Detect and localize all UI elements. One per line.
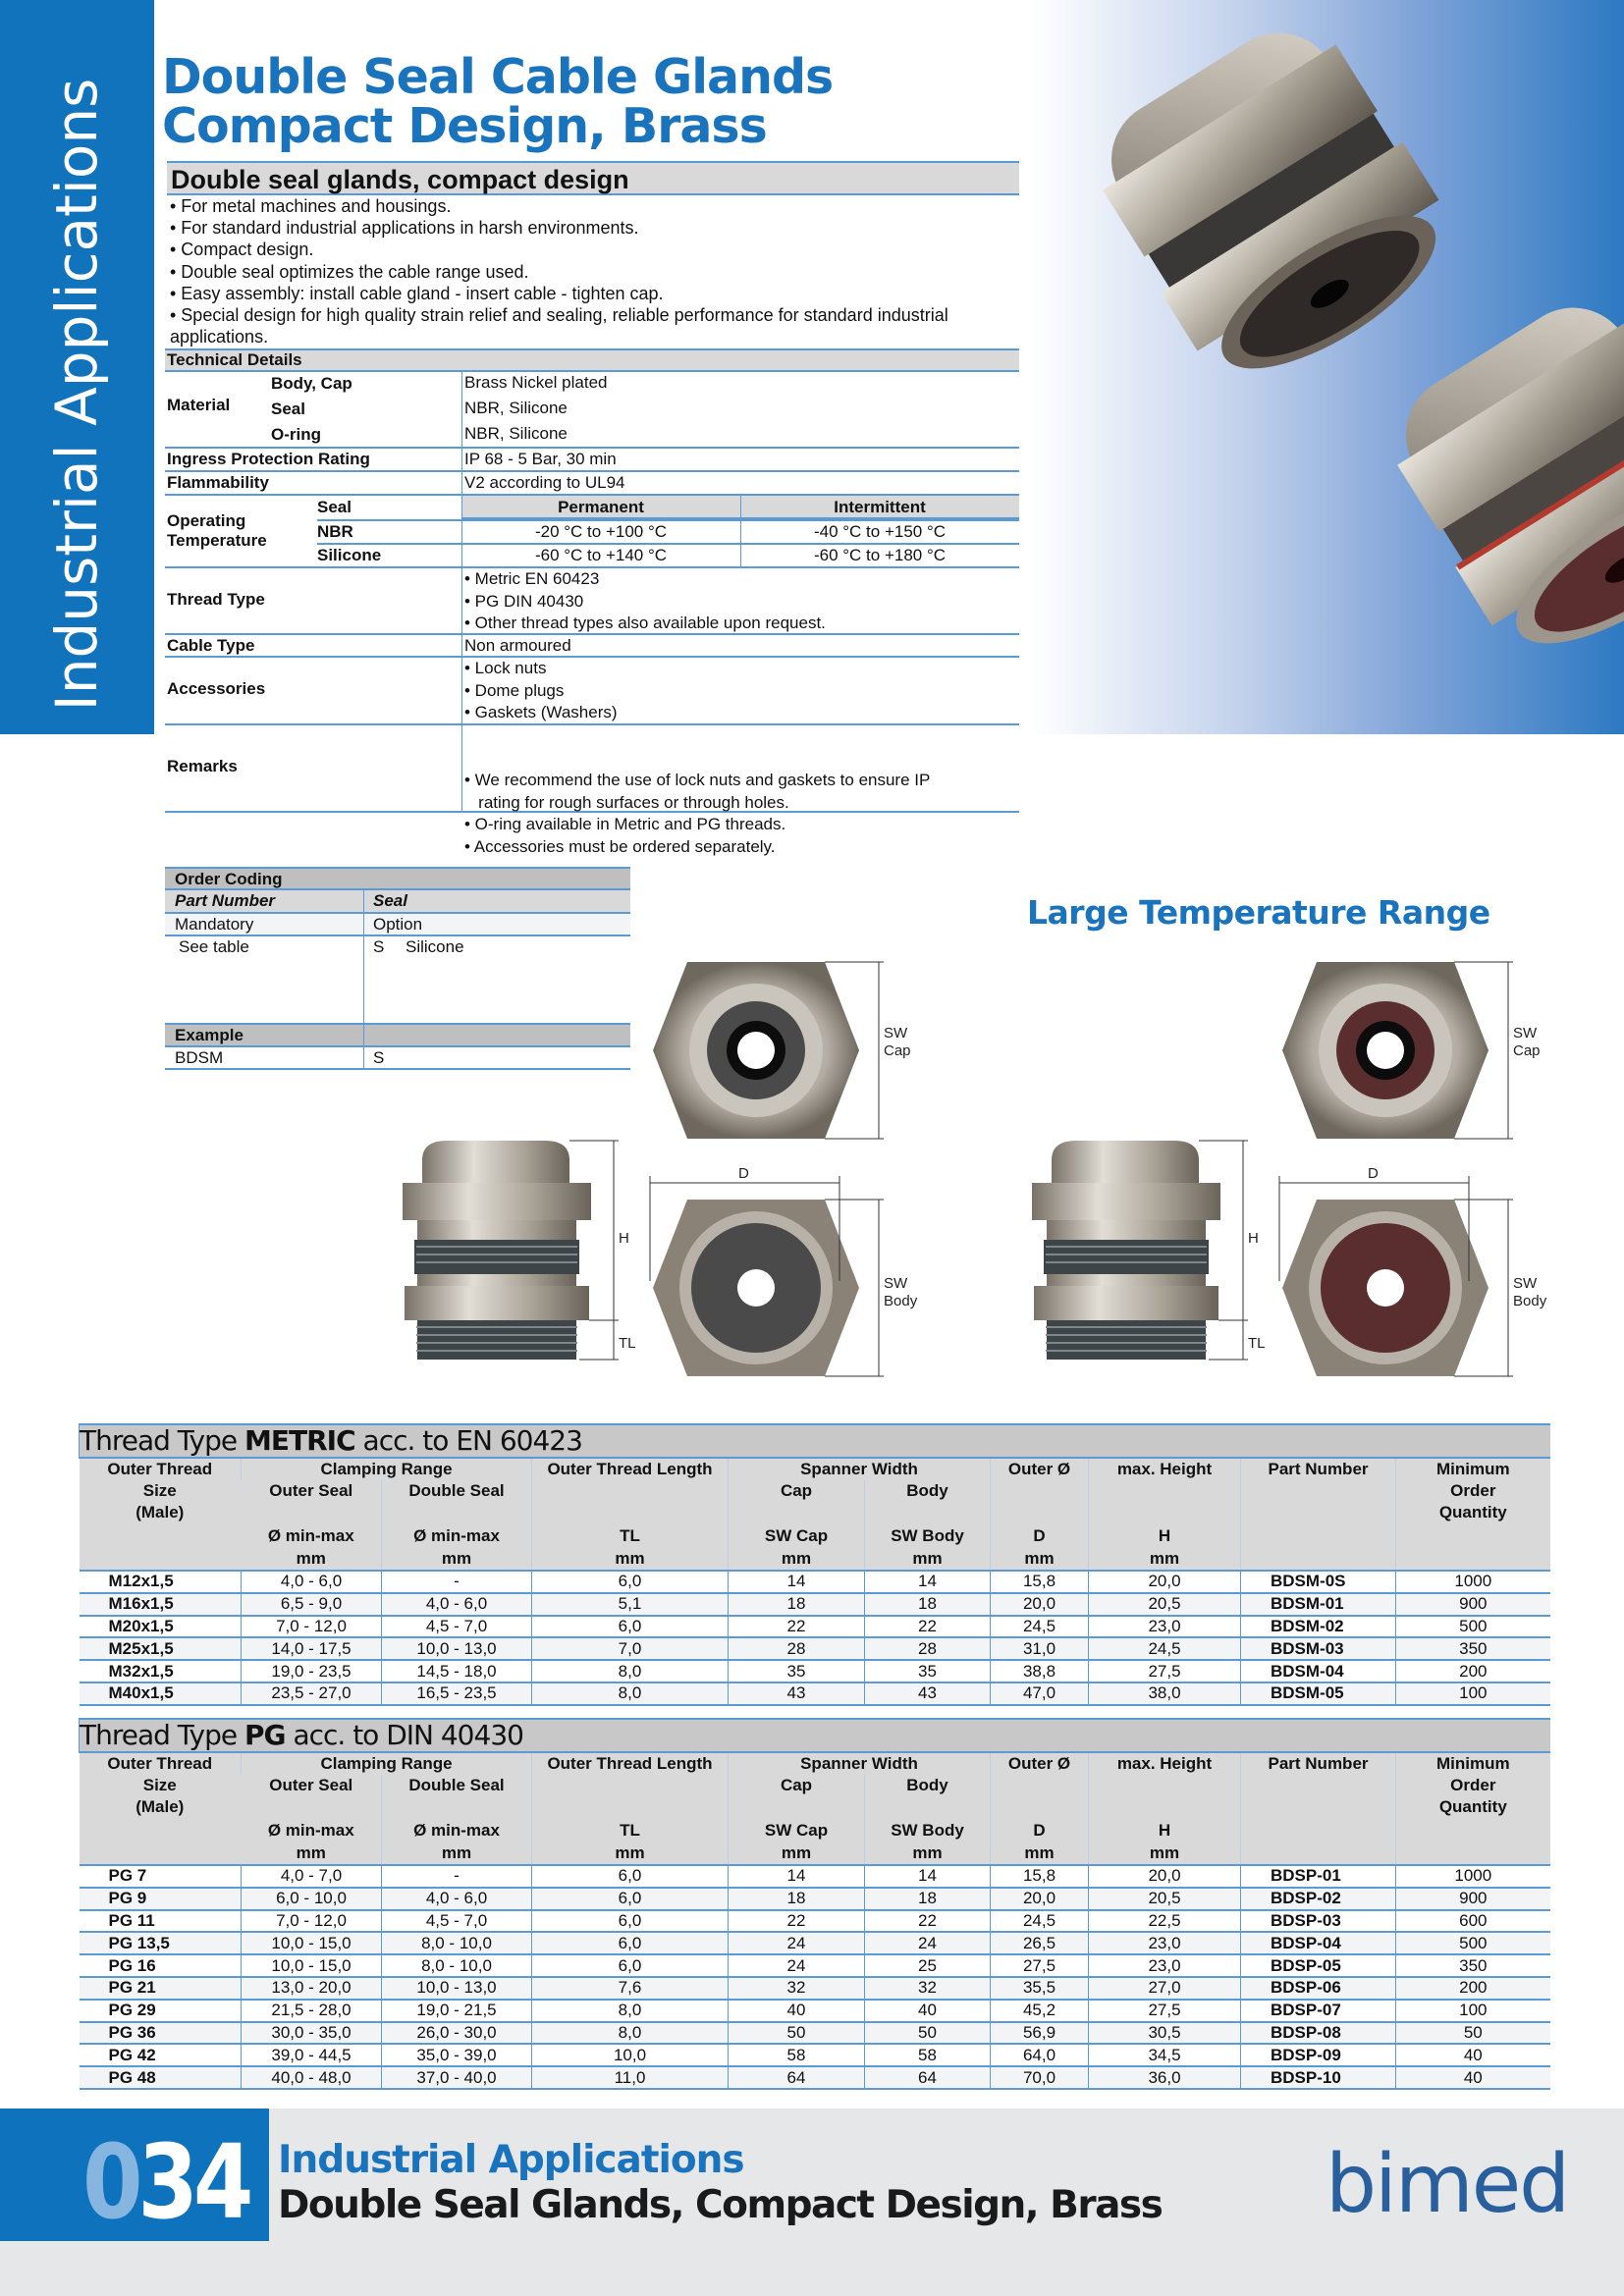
remarks-label: Remarks	[167, 757, 238, 775]
table-cell: 21,5 - 28,0	[242, 2000, 382, 2022]
table-cell: M40x1,5	[80, 1682, 242, 1705]
tl-label: TL	[619, 1335, 636, 1352]
table-cell: BDSP-05	[1241, 1954, 1396, 1977]
flammability-value: V2 according to UL94	[464, 473, 625, 492]
table-cell: -	[382, 1865, 532, 1888]
table-title: Thread Type PG acc. to DIN 40430	[80, 1719, 1550, 1752]
feature-bullet: • Double seal optimizes the cable range used.	[170, 261, 529, 282]
tl-label: TL	[1248, 1335, 1266, 1352]
table-cell: 4,0 - 6,0	[382, 1888, 532, 1910]
table-cell: 28	[865, 1637, 991, 1660]
table-cell: 35	[865, 1660, 991, 1682]
table-cell: 40	[1396, 2044, 1550, 2066]
col-max-h: max. Height	[1089, 1752, 1241, 1775]
table-cell: 50	[1396, 2022, 1550, 2045]
drawing-set-nbr	[393, 942, 1001, 1404]
table-row	[80, 2044, 1550, 2066]
table-cell: 32	[865, 1977, 991, 2000]
remarks-row	[165, 725, 1019, 856]
flammability-row	[165, 472, 1019, 496]
table-cell: 10,0 - 13,0	[382, 1977, 532, 2000]
table-cell: 14,0 - 17,5	[242, 1637, 382, 1660]
table-cell: 4,0 - 7,0	[242, 1865, 382, 1888]
col-spanner: Spanner Width	[729, 1752, 991, 1775]
table-cell: BDSM-03	[1241, 1637, 1396, 1660]
table-cell: 20,0	[991, 1888, 1089, 1910]
ip-value: IP 68 - 5 Bar, 30 min	[464, 450, 617, 468]
table-cell: 10,0 - 15,0	[242, 1932, 382, 1954]
table-cell: 350	[1396, 1637, 1550, 1660]
large-temperature-heading: Large Temperature Range	[1027, 893, 1490, 932]
col-outer-d: Outer Ø	[991, 1458, 1089, 1480]
oring-value: NBR, Silicone	[464, 424, 568, 443]
table-cell: 24	[729, 1954, 865, 1977]
table-cell: 14	[865, 1865, 991, 1888]
table-cell: -	[382, 1571, 532, 1593]
table-row	[80, 1888, 1550, 1910]
top-view-cap	[1282, 962, 1489, 1139]
table-cell: 6,0	[532, 1616, 729, 1638]
order-col-headers: Part Number Seal	[165, 890, 630, 914]
table-cell: BDSM-01	[1241, 1593, 1396, 1616]
material-row	[165, 372, 1019, 449]
table-cell: 4,5 - 7,0	[382, 1910, 532, 1933]
table-cell: 6,0	[532, 1910, 729, 1933]
table-cell: 15,8	[991, 1865, 1089, 1888]
table-cell: 22	[865, 1910, 991, 1933]
table-cell: BDSP-08	[1241, 2022, 1396, 2045]
table-cell: BDSP-10	[1241, 2066, 1396, 2089]
table-row	[80, 2022, 1550, 2045]
table-cell: 500	[1396, 1932, 1550, 1954]
table-cell: 14,5 - 18,0	[382, 1660, 532, 1682]
table-cell: 6,0	[532, 1954, 729, 1977]
bottom-view-body	[1282, 1200, 1489, 1376]
permanent-header: Permanent	[558, 498, 644, 516]
table-cell: 35	[729, 1660, 865, 1682]
table-cell: 18	[865, 1888, 991, 1910]
table-row	[80, 1571, 1550, 1593]
table-cell: 47,0	[991, 1682, 1089, 1705]
table-cell: 27,5	[1089, 1660, 1241, 1682]
table-cell: 20,5	[1089, 1888, 1241, 1910]
table-cell: 70,0	[991, 2066, 1089, 2089]
table-cell: PG 36	[80, 2022, 242, 2045]
table-cell: 14	[729, 1571, 865, 1593]
table-cell: 23,0	[1089, 1954, 1241, 1977]
table-cell: 200	[1396, 1660, 1550, 1682]
table-cell: 56,9	[991, 2022, 1089, 2045]
thread-type-row	[165, 568, 1019, 635]
table-cell: 600	[1396, 1910, 1550, 1933]
table-row	[80, 1660, 1550, 1682]
table-cell: PG 9	[80, 1888, 242, 1910]
table-cell: 8,0 - 10,0	[382, 1932, 532, 1954]
table-cell: 58	[729, 2044, 865, 2066]
table-cell: BDSM-02	[1241, 1616, 1396, 1638]
col-clamping: Clamping Range	[242, 1752, 532, 1775]
remarks-values: • We recommend the use of lock nuts and gaskets to ensure IP rating for rough surfaces or through holes. • O-ring available in Metric and PG threads. • Accessories must be ordered separately.	[464, 771, 931, 856]
table-cell: 200	[1396, 1977, 1550, 2000]
d-label: D	[738, 1165, 749, 1182]
table-cell: BDSP-02	[1241, 1888, 1396, 1910]
table-cell: 500	[1396, 1616, 1550, 1638]
sw-label: SW	[884, 1025, 908, 1041]
table-cell: BDSP-03	[1241, 1910, 1396, 1933]
table-cell: 43	[865, 1682, 991, 1705]
example-heading: Example	[165, 1025, 630, 1047]
cable-type-row	[165, 635, 1019, 658]
table-cell: 64,0	[991, 2044, 1089, 2066]
table-cell: 4,5 - 7,0	[382, 1616, 532, 1638]
table-cell: PG 7	[80, 1865, 242, 1888]
table-cell: 22	[865, 1616, 991, 1638]
table-cell: 24	[865, 1932, 991, 1954]
col-spanner: Spanner Width	[729, 1458, 991, 1480]
table-cell: 14	[865, 1571, 991, 1593]
table-cell: 40,0 - 48,0	[242, 2066, 382, 2089]
thread-type-label: Thread Type	[167, 590, 265, 609]
table-cell: 25	[865, 1954, 991, 1977]
temp-seal-label: Seal	[317, 498, 352, 516]
col-part: Part Number	[1241, 1752, 1396, 1775]
table-cell: 1000	[1396, 1571, 1550, 1593]
table-cell: 10,0 - 13,0	[382, 1637, 532, 1660]
order-options-row: See table S Silicone	[165, 936, 630, 1025]
intermittent-header: Intermittent	[834, 498, 926, 516]
table-cell: BDSP-09	[1241, 2044, 1396, 2066]
table-cell: 64	[865, 2066, 991, 2089]
cap-label: Cap	[884, 1042, 911, 1059]
table-cell: 26,5	[991, 1932, 1089, 1954]
table-cell: 28	[729, 1637, 865, 1660]
table-cell: 900	[1396, 1888, 1550, 1910]
col-size: Outer Thread Size (Male)	[80, 1458, 242, 1571]
table-cell: 30,5	[1089, 2022, 1241, 2045]
col-otl: Outer Thread Length	[532, 1458, 729, 1480]
table-cell: 40	[729, 2000, 865, 2022]
order-requirement-row: Mandatory Option	[165, 914, 630, 936]
h-label: H	[1248, 1230, 1259, 1247]
table-cell: M16x1,5	[80, 1593, 242, 1616]
table-cell: 11,0	[532, 2066, 729, 2089]
bimed-logo: bimed	[1326, 2138, 1569, 2231]
table-row	[80, 1932, 1550, 1954]
d-label: D	[1368, 1165, 1379, 1182]
table-cell: 36,0	[1089, 2066, 1241, 2089]
table-cell: BDSM-04	[1241, 1660, 1396, 1682]
table-cell: PG 11	[80, 1910, 242, 1933]
table-cell: 6,0	[532, 1571, 729, 1593]
table-row	[80, 1910, 1550, 1933]
sidebar-band	[0, 0, 154, 734]
gland-photo-nbr	[1072, 0, 1474, 407]
feature-bullet: • For metal machines and housings.	[170, 196, 452, 216]
table-cell: 24,5	[1089, 1637, 1241, 1660]
table-cell: 6,5 - 9,0	[242, 1593, 382, 1616]
order-coding-heading: Order Coding	[165, 867, 630, 890]
table-cell: 35,0 - 39,0	[382, 2044, 532, 2066]
table-cell: 19,0 - 21,5	[382, 2000, 532, 2022]
col-part: Part Number	[1241, 1458, 1396, 1480]
metric-table: Thread Type METRIC acc. to EN 60423 Outer Thread Size (Male) Clamping Range Outer Thread Length Spanner Width Outer Ø max. Height Part Number Minimum Order Quantity Outer Seal Double Seal Cap Body Ø min-max Ø min-max TL SW Cap SW Body D H mm mm mm mm mm mm mm M12x1,5 4,0 - 6,0 - 6,0 14 14 15,8 20,0 BDSM-0S 1000 M16x1,5 6,5 - 9,0 4,0 - 6,0 5,1 18 18 20,0 20,5 BDSM-01 900 M20x1,5 7,0 - 12,0 4,5 - 7,0 6,0 22 22 24,5 23,0 BDSM-02 500 M25x1,5 14,0 - 17,5 10,0 - 13,0 7,0 28 28 31,0 24,5 BDSM-03 350 M32x1,5 19,0 - 23,5 14,5 - 18,0 8,0 35 35 38,8 27,5 BDSM-04 200 M40x1,5 23,5 - 27,0 16,5 - 23,5 8,0 43 43 47,0 38,0 BDSM-05 100	[79, 1423, 1550, 1706]
table-cell: 26,0 - 30,0	[382, 2022, 532, 2045]
table-cell: 6,0 - 10,0	[242, 1888, 382, 1910]
table-cell: 50	[865, 2022, 991, 2045]
table-cell: 24	[729, 1932, 865, 1954]
table-cell: M25x1,5	[80, 1637, 242, 1660]
accessories-values: • Lock nuts • Dome plugs • Gaskets (Washers)	[464, 659, 618, 721]
table-cell: 27,5	[991, 1954, 1089, 1977]
table-cell: 900	[1396, 1593, 1550, 1616]
bottom-view-body	[653, 1200, 859, 1376]
table-cell: 5,1	[532, 1593, 729, 1616]
sw-label: SW	[1513, 1025, 1538, 1041]
table-cell: 1000	[1396, 1865, 1550, 1888]
side-view	[1032, 1141, 1220, 1360]
table-cell: 22	[729, 1616, 865, 1638]
table-cell: 18	[729, 1888, 865, 1910]
ip-label: Ingress Protection Rating	[167, 450, 370, 468]
col-moq: Minimum Order Quantity	[1396, 1752, 1550, 1865]
col-clamping: Clamping Range	[242, 1458, 532, 1480]
table-cell: 7,0 - 12,0	[242, 1616, 382, 1638]
table-cell: 24,5	[991, 1910, 1089, 1933]
feature-bullet: • For standard industrial applications in harsh environments.	[170, 218, 639, 239]
table-cell: 20,5	[1089, 1593, 1241, 1616]
table-row	[80, 1977, 1550, 2000]
temp-label-1: Operating	[167, 511, 246, 530]
table-cell: 8,0	[532, 2022, 729, 2045]
table-cell: 7,0	[532, 1637, 729, 1660]
table-cell: 22	[729, 1910, 865, 1933]
table-cell: 4,0 - 6,0	[242, 1571, 382, 1593]
body-label: Body	[884, 1293, 918, 1309]
table-cell: 24,5	[991, 1616, 1089, 1638]
table-cell: BDSP-01	[1241, 1865, 1396, 1888]
sw-label: SW	[884, 1275, 908, 1292]
table-row	[80, 2066, 1550, 2089]
cap-label: Cap	[1513, 1042, 1541, 1059]
table-cell: PG 29	[80, 2000, 242, 2022]
table-cell: BDSM-05	[1241, 1682, 1396, 1705]
table-cell: PG 21	[80, 1977, 242, 2000]
table-cell: 20,0	[991, 1593, 1089, 1616]
table-cell: PG 16	[80, 1954, 242, 1977]
table-cell: PG 13,5	[80, 1932, 242, 1954]
gland-photo-silicone	[1367, 275, 1624, 682]
table-cell: 8,0	[532, 2000, 729, 2022]
table-row	[80, 1954, 1550, 1977]
table-row	[80, 1637, 1550, 1660]
oring-label: O-ring	[271, 425, 321, 444]
table-cell: M32x1,5	[80, 1660, 242, 1682]
table-cell: 34,5	[1089, 2044, 1241, 2066]
table-cell: 4,0 - 6,0	[382, 1593, 532, 1616]
side-view	[403, 1141, 591, 1360]
table-cell: 8,0	[532, 1682, 729, 1705]
table-cell: M20x1,5	[80, 1616, 242, 1638]
table-cell: 39,0 - 44,5	[242, 2044, 382, 2066]
temp-label-2: Temperature	[167, 531, 267, 550]
table-title: Thread Type METRIC acc. to EN 60423	[80, 1424, 1550, 1458]
table-cell: 15,8	[991, 1571, 1089, 1593]
seal-value: NBR, Silicone	[464, 399, 568, 417]
sw-label: SW	[1513, 1275, 1538, 1292]
nbr-permanent: -20 °C to +100 °C	[534, 522, 668, 541]
table-cell: 64	[729, 2066, 865, 2089]
table-cell: PG 48	[80, 2066, 242, 2089]
seal-label: Seal	[271, 400, 305, 418]
feature-bullet: • Compact design.	[170, 240, 314, 260]
thread-type-values: • Metric EN 60423 • PG DIN 40430 • Other thread types also available upon request.	[464, 569, 826, 632]
feature-list	[170, 195, 1014, 347]
example-row: BDSM S	[165, 1047, 630, 1070]
table-row	[80, 1682, 1550, 1705]
table-cell: 38,8	[991, 1660, 1089, 1682]
table-row	[80, 2000, 1550, 2022]
table-cell: 7,6	[532, 1977, 729, 2000]
temperature-row	[165, 496, 1019, 568]
material-label: Material	[167, 396, 231, 414]
table-row	[80, 1616, 1550, 1638]
table-cell: 50	[729, 2022, 865, 2045]
table-cell: 32	[729, 1977, 865, 2000]
cable-type-value: Non armoured	[464, 636, 571, 655]
feature-bullet: • Special design for high quality strain relief and sealing, reliable performance for standard industrial applications.	[170, 305, 948, 347]
h-label: H	[619, 1230, 629, 1247]
col-size: Outer Thread Size (Male)	[80, 1752, 242, 1865]
body-cap-value: Brass Nickel plated	[464, 373, 608, 392]
feature-bullet: • Easy assembly: install cable gland - insert cable - tighten cap.	[170, 283, 664, 303]
table-cell: PG 42	[80, 2044, 242, 2066]
table-cell: BDSP-07	[1241, 2000, 1396, 2022]
table-cell: 18	[729, 1593, 865, 1616]
table-row	[80, 1593, 1550, 1616]
sidebar-label: Industrial Applications	[43, 78, 110, 712]
table-cell: 19,0 - 23,5	[242, 1660, 382, 1682]
table-cell: 27,5	[1089, 2000, 1241, 2022]
page-number: 034	[82, 2122, 249, 2242]
pg-table: Thread Type PG acc. to DIN 40430 Outer Thread Size (Male) Clamping Range Outer Thread Length Spanner Width Outer Ø max. Height Part Number Minimum Order Quantity Outer Seal Double Seal Cap Body Ø min-max Ø min-max TL SW Cap SW Body D H mm mm mm mm mm mm mm PG 7 4,0 - 7,0 - 6,0 14 14 15,8 20,0 BDSP-01 1000 PG 9 6,0 - 10,0 4,0 - 6,0 6,0 18 18 20,0 20,5 BDSP-02 900 PG 11 7,0 - 12,0 4,5 - 7,0 6,0 22 22 24,5 22,5 BDSP-03 600 PG 13,5 10,0 - 15,0 8,0 - 10,0 6,0 24 24 26,5 23,0 BDSP-04 500 PG 16 10,0 - 15,0 8,0 - 10,0 6,0 24 25 27,5 23,0 BDSP-05 350 PG 21 13,0 - 20,0 10,0 - 13,0 7,6 32 32 35,5 27,0 BDSP-06 200 PG 29 21,5 - 28,0 19,0 - 21,5 8,0 40 40 45,2 27,5 BDSP-07 100 PG 36 30,0 - 35,0 26,0 - 30,0 8,0 50 50 56,9 30,5 BDSP-08 50 PG 42 39,0 - 44,5 35,0 - 39,0 10,0 58 58 64,0 34,5 BDSP-09 40 PG 48 40,0 - 48,0 37,0 - 40,0 11,0 64 64 70,0 36,0 BDSP-10 40	[79, 1718, 1550, 2090]
table-cell: 45,2	[991, 2000, 1089, 2022]
table-cell: 8,0 - 10,0	[382, 1954, 532, 1977]
table-cell: 30,0 - 35,0	[242, 2022, 382, 2045]
nbr-intermittent: -40 °C to +150 °C	[813, 522, 947, 541]
ip-row	[165, 449, 1019, 472]
silicone-intermittent: -60 °C to +180 °C	[813, 546, 947, 564]
table-cell: 22,5	[1089, 1910, 1241, 1933]
table-cell: M12x1,5	[80, 1571, 242, 1593]
table-cell: 6,0	[532, 1888, 729, 1910]
table-cell: 23,5 - 27,0	[242, 1682, 382, 1705]
table-cell: 14	[729, 1865, 865, 1888]
table-cell: 31,0	[991, 1637, 1089, 1660]
table-cell: 6,0	[532, 1932, 729, 1954]
table-cell: 10,0 - 15,0	[242, 1954, 382, 1977]
body-cap-label: Body, Cap	[271, 374, 352, 393]
col-otl: Outer Thread Length	[532, 1752, 729, 1775]
cable-gland-photos	[1031, 0, 1624, 734]
table-cell: BDSM-0S	[1241, 1571, 1396, 1593]
col-max-h: max. Height	[1089, 1458, 1241, 1480]
title-line-1: Double Seal Cable Glands	[162, 49, 834, 105]
table-cell: 350	[1396, 1954, 1550, 1977]
table-cell: 23,0	[1089, 1616, 1241, 1638]
table-cell: 35,5	[991, 1977, 1089, 2000]
table-cell: 13,0 - 20,0	[242, 1977, 382, 2000]
page-title	[162, 49, 834, 154]
footer-category: Industrial Applications	[278, 2138, 744, 2182]
silicone-permanent: -60 °C to +140 °C	[534, 546, 668, 564]
drawing-set-sil	[1022, 942, 1624, 1404]
table-cell: 40	[1396, 2066, 1550, 2089]
section-heading: Double seal glands, compact design	[167, 161, 1019, 195]
table-cell: 40	[865, 2000, 991, 2022]
table-cell: 7,0 - 12,0	[242, 1910, 382, 1933]
top-view-cap	[653, 962, 859, 1139]
table-cell: BDSP-04	[1241, 1932, 1396, 1954]
table-cell: BDSP-06	[1241, 1977, 1396, 2000]
table-cell: 18	[865, 1593, 991, 1616]
table-row	[80, 1865, 1550, 1888]
title-line-2: Compact Design, Brass	[162, 98, 767, 154]
table-cell: 16,5 - 23,5	[382, 1682, 532, 1705]
footer-product: Double Seal Glands, Compact Design, Brass	[278, 2183, 1163, 2227]
flammability-label: Flammability	[167, 473, 269, 492]
table-cell: 43	[729, 1682, 865, 1705]
table-cell: 37,0 - 40,0	[382, 2066, 532, 2089]
table-cell: 20,0	[1089, 1571, 1241, 1593]
table-cell: 38,0	[1089, 1682, 1241, 1705]
hero-product-image	[1031, 0, 1624, 734]
silicone-label: Silicone	[317, 546, 382, 564]
table-cell: 100	[1396, 1682, 1550, 1705]
table-cell: 20,0	[1089, 1865, 1241, 1888]
table-cell: 23,0	[1089, 1932, 1241, 1954]
nbr-label: NBR	[317, 522, 353, 541]
tech-heading: Technical Details	[165, 348, 1019, 372]
accessories-row	[165, 658, 1019, 725]
cable-type-label: Cable Type	[167, 636, 255, 655]
accessories-label: Accessories	[167, 679, 266, 698]
table-cell: 100	[1396, 2000, 1550, 2022]
table-cell: 58	[865, 2044, 991, 2066]
table-cell: 6,0	[532, 1865, 729, 1888]
col-moq: Minimum Order Quantity	[1396, 1458, 1550, 1571]
table-cell: 8,0	[532, 1660, 729, 1682]
body-label: Body	[1513, 1293, 1547, 1309]
table-cell: 10,0	[532, 2044, 729, 2066]
col-outer-d: Outer Ø	[991, 1752, 1089, 1775]
table-cell: 27,0	[1089, 1977, 1241, 2000]
